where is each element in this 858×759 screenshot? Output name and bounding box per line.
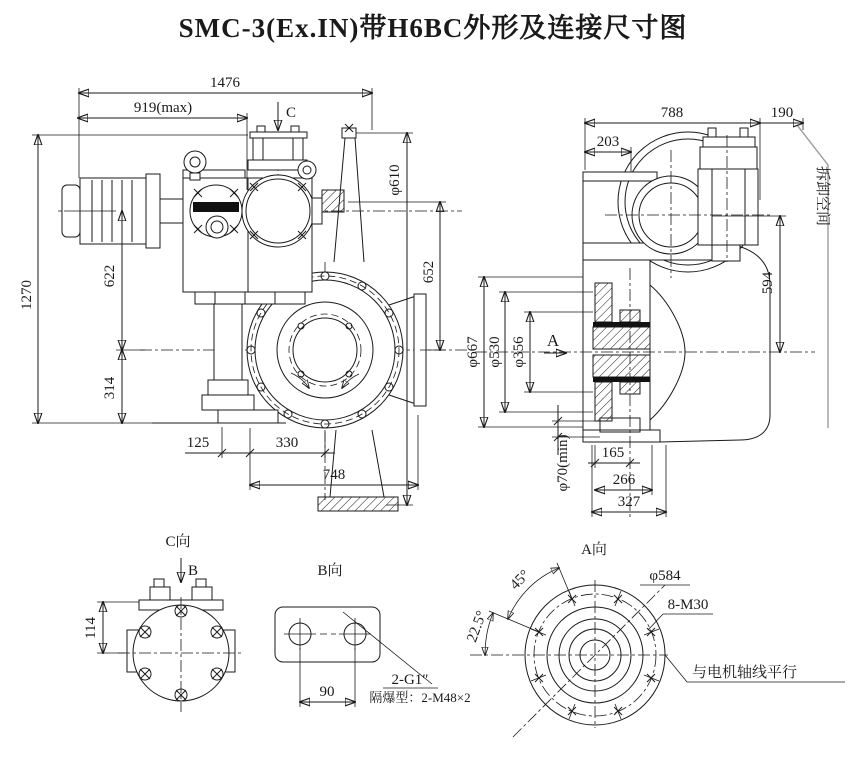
dim-203: 203	[596, 134, 620, 150]
dim-919max: 919(max)	[133, 100, 193, 116]
terminal-box	[248, 126, 307, 170]
section-arrow-a: A	[546, 331, 560, 350]
dim-788: 788	[660, 105, 684, 121]
dim-190: 190	[770, 105, 794, 121]
view-b-title: B向	[317, 563, 343, 579]
handwheel-nameplate	[190, 185, 242, 238]
page-title: SMC-3(Ex.IN)带H6BC外形及连接尺寸图	[178, 13, 688, 43]
dim-phi667: φ667	[465, 336, 481, 368]
removal-space-label: 拆卸空间	[814, 166, 830, 227]
angle-45: 45°	[507, 567, 534, 594]
dim-phi356: φ356	[511, 336, 527, 368]
bolts-8m30: 8-M30	[667, 597, 709, 613]
dim-330: 330	[275, 435, 299, 451]
dim-266: 266	[612, 472, 636, 488]
section-arrow-b: B	[188, 563, 199, 579]
dim-1270: 1270	[19, 280, 35, 310]
dim-phi610: φ610	[387, 164, 403, 196]
view-b	[275, 562, 471, 707]
brand-band	[193, 202, 239, 212]
view-c	[83, 533, 244, 712]
view-a	[464, 541, 845, 737]
body-outline	[660, 243, 770, 442]
motor-end	[698, 128, 758, 261]
front-view	[19, 75, 468, 511]
dim-652: 652	[421, 260, 437, 284]
view-a-title: A向	[581, 542, 607, 558]
view-c-title: C向	[165, 534, 191, 550]
dim-phi70min: φ70(min)	[555, 434, 571, 492]
dim-phi584: φ584	[649, 568, 681, 584]
dim-90: 90	[319, 684, 335, 700]
section-arrow-c: C	[286, 105, 297, 121]
dim-phi530: φ530	[487, 336, 503, 368]
note-parallel: 与电机轴线平行	[692, 665, 798, 681]
dim-622: 622	[102, 264, 118, 288]
dim-748: 748	[322, 467, 346, 483]
bevel-housing	[242, 175, 314, 247]
angle-22-5: 22.5°	[464, 608, 491, 645]
dim-125: 125	[186, 435, 210, 451]
dim-594: 594	[760, 271, 776, 295]
top-plate	[583, 172, 657, 181]
dim-327: 327	[617, 494, 641, 510]
dim-314: 314	[102, 376, 118, 400]
dim-114: 114	[83, 617, 99, 639]
dim-165: 165	[601, 445, 625, 461]
side-view	[465, 105, 832, 517]
output-housing	[583, 260, 650, 442]
conduit-label: 2-G1″	[391, 672, 429, 688]
dim-1476: 1476	[210, 75, 240, 91]
conduit-ex-label: 隔爆型：2-M48×2	[369, 690, 471, 705]
